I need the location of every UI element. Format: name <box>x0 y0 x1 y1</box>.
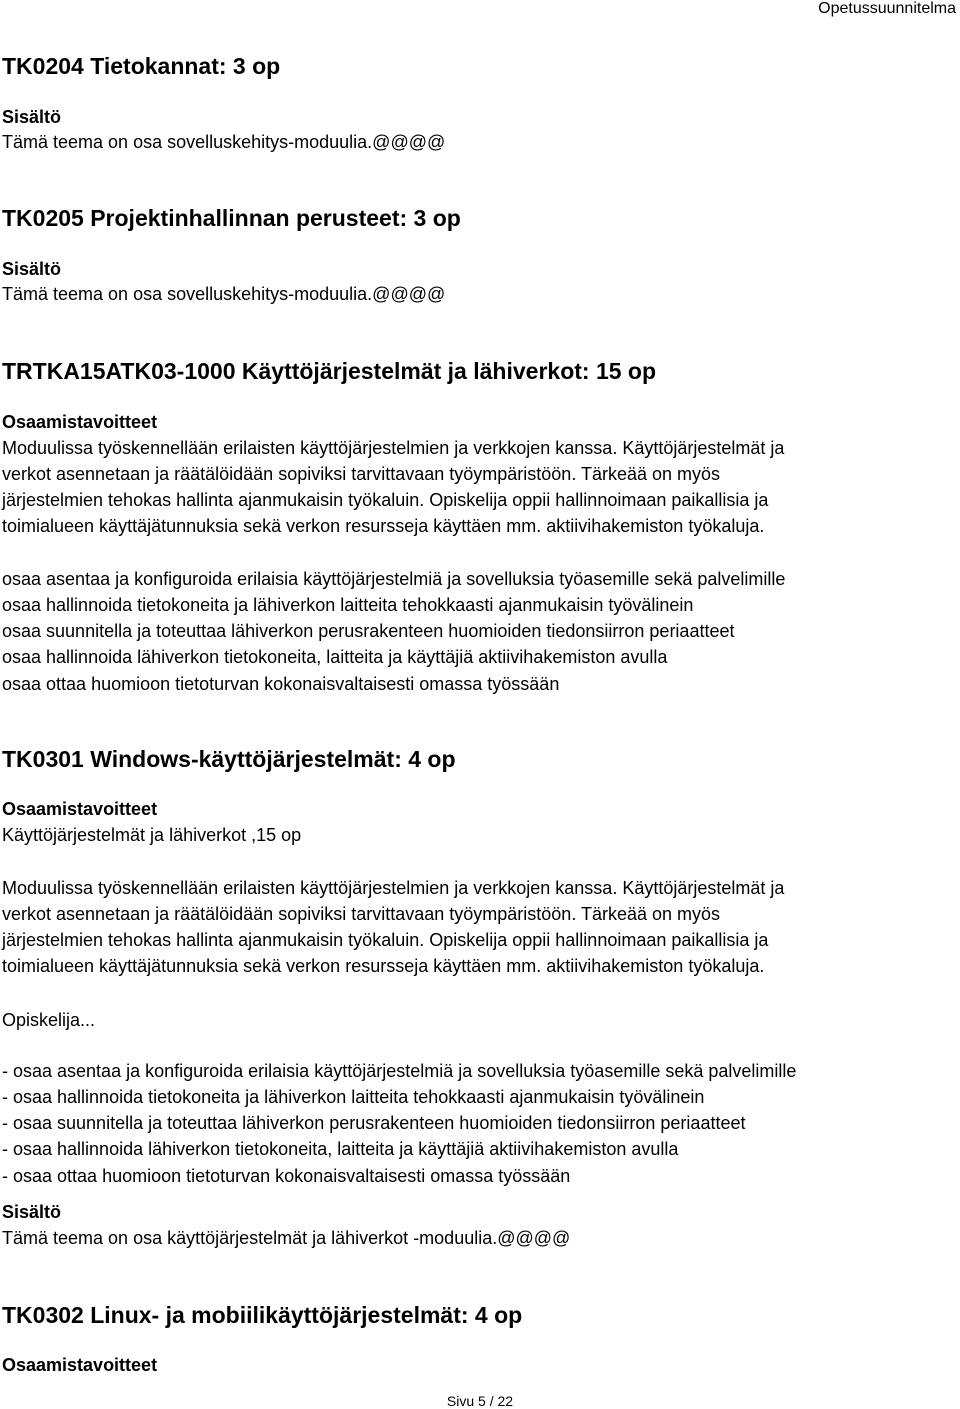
paragraph-line: verkot asennetaan ja räätälöidään sopiviksi tarvittavaan työympäristöön. Tärkeää on myös <box>2 464 721 484</box>
paragraph-line: Moduulissa työskennellään erilaisten käyttöjärjestelmien ja verkkojen kanssa. Käyttöjärjestelmät ja <box>2 438 785 458</box>
subheading-content: Sisältö <box>2 259 62 279</box>
subheading-objectives: Osaamistavoitteet <box>2 799 158 819</box>
module-reference: Käyttöjärjestelmät ja lähiverkot ,15 op <box>2 825 302 845</box>
objective-item: - osaa asentaa ja konfiguroida erilaisia käyttöjärjestelmiä ja sovelluksia työasemille sekä palvelimille <box>2 1061 797 1081</box>
paragraph-line: Moduulissa työskennellään erilaisten käyttöjärjestelmien ja verkkojen kanssa. Käyttöjärjestelmät ja <box>2 878 785 898</box>
course-title-tk0204: TK0204 Tietokannat: 3 op <box>2 53 281 79</box>
course-title-tk0205: TK0205 Projektinhallinnan perusteet: 3 op <box>2 205 461 231</box>
paragraph-line: järjestelmien tehokas hallinta ajanmukaisin työkaluin. Opiskelija oppii hallinnoimaan paikallisia ja <box>2 490 769 510</box>
subheading-content: Sisältö <box>2 1202 62 1222</box>
objective-item: osaa ottaa huomioon tietoturvan kokonaisvaltaisesti omassa työssään <box>2 674 560 694</box>
subheading-objectives: Osaamistavoitteet <box>2 412 158 432</box>
objective-item: osaa hallinnoida tietokoneita ja lähiverkon laitteita tehokkaasti ajanmukaisin työvälinein <box>2 595 694 615</box>
course-title-tk0301: TK0301 Windows-käyttöjärjestelmät: 4 op <box>2 746 456 772</box>
objective-item: - osaa hallinnoida tietokoneita ja lähiverkon laitteita tehokkaasti ajanmukaisin työvälinein <box>2 1087 705 1107</box>
objectives-lead: Opiskelija... <box>2 1010 96 1030</box>
page-number: Sivu 5 / 22 <box>446 1393 514 1409</box>
course-title-tk0302: TK0302 Linux- ja mobiilikäyttöjärjestelmät: 4 op <box>2 1302 523 1328</box>
subheading-content: Sisältö <box>2 107 62 127</box>
objective-item: - osaa ottaa huomioon tietoturvan kokonaisvaltaisesti omassa työssään <box>2 1166 571 1186</box>
paragraph-line: verkot asennetaan ja räätälöidään sopiviksi tarvittavaan työympäristöön. Tärkeää on myös <box>2 904 721 924</box>
subheading-objectives: Osaamistavoitteet <box>2 1355 158 1375</box>
objective-item: osaa asentaa ja konfiguroida erilaisia käyttöjärjestelmiä ja sovelluksia työasemille sekä palvelimille <box>2 569 786 589</box>
module-title-trtka: TRTKA15ATK03-1000 Käyttöjärjestelmät ja lähiverkot: 15 op <box>2 358 657 384</box>
objective-item: osaa hallinnoida lähiverkon tietokoneita, laitteita ja käyttäjiä aktiivihakemiston avulla <box>2 647 668 667</box>
document-title: Opetussuunnitelma <box>818 0 956 17</box>
objective-item: - osaa suunnitella ja toteuttaa lähiverkon perusrakenteen huomioiden tiedonsiirron periaatteet <box>2 1113 746 1133</box>
objective-item: - osaa hallinnoida lähiverkon tietokoneita, laitteita ja käyttäjiä aktiivihakemiston avulla <box>2 1139 679 1159</box>
content-text: Tämä teema on osa sovelluskehitys-moduulia.@@@@ <box>2 132 446 152</box>
objective-item: osaa suunnitella ja toteuttaa lähiverkon perusrakenteen huomioiden tiedonsiirron periaatteet <box>2 621 735 641</box>
content-text: Tämä teema on osa sovelluskehitys-moduulia.@@@@ <box>2 284 446 304</box>
content-text: Tämä teema on osa käyttöjärjestelmät ja lähiverkot -moduulia.@@@@ <box>2 1228 571 1248</box>
paragraph-line: toimialueen käyttäjätunnuksia sekä verkon resursseja käyttäen mm. aktiivihakemiston työkaluja. <box>2 516 765 536</box>
paragraph-line: järjestelmien tehokas hallinta ajanmukaisin työkaluin. Opiskelija oppii hallinnoimaan paikallisia ja <box>2 930 769 950</box>
paragraph-line: toimialueen käyttäjätunnuksia sekä verkon resursseja käyttäen mm. aktiivihakemiston työkaluja. <box>2 956 765 976</box>
